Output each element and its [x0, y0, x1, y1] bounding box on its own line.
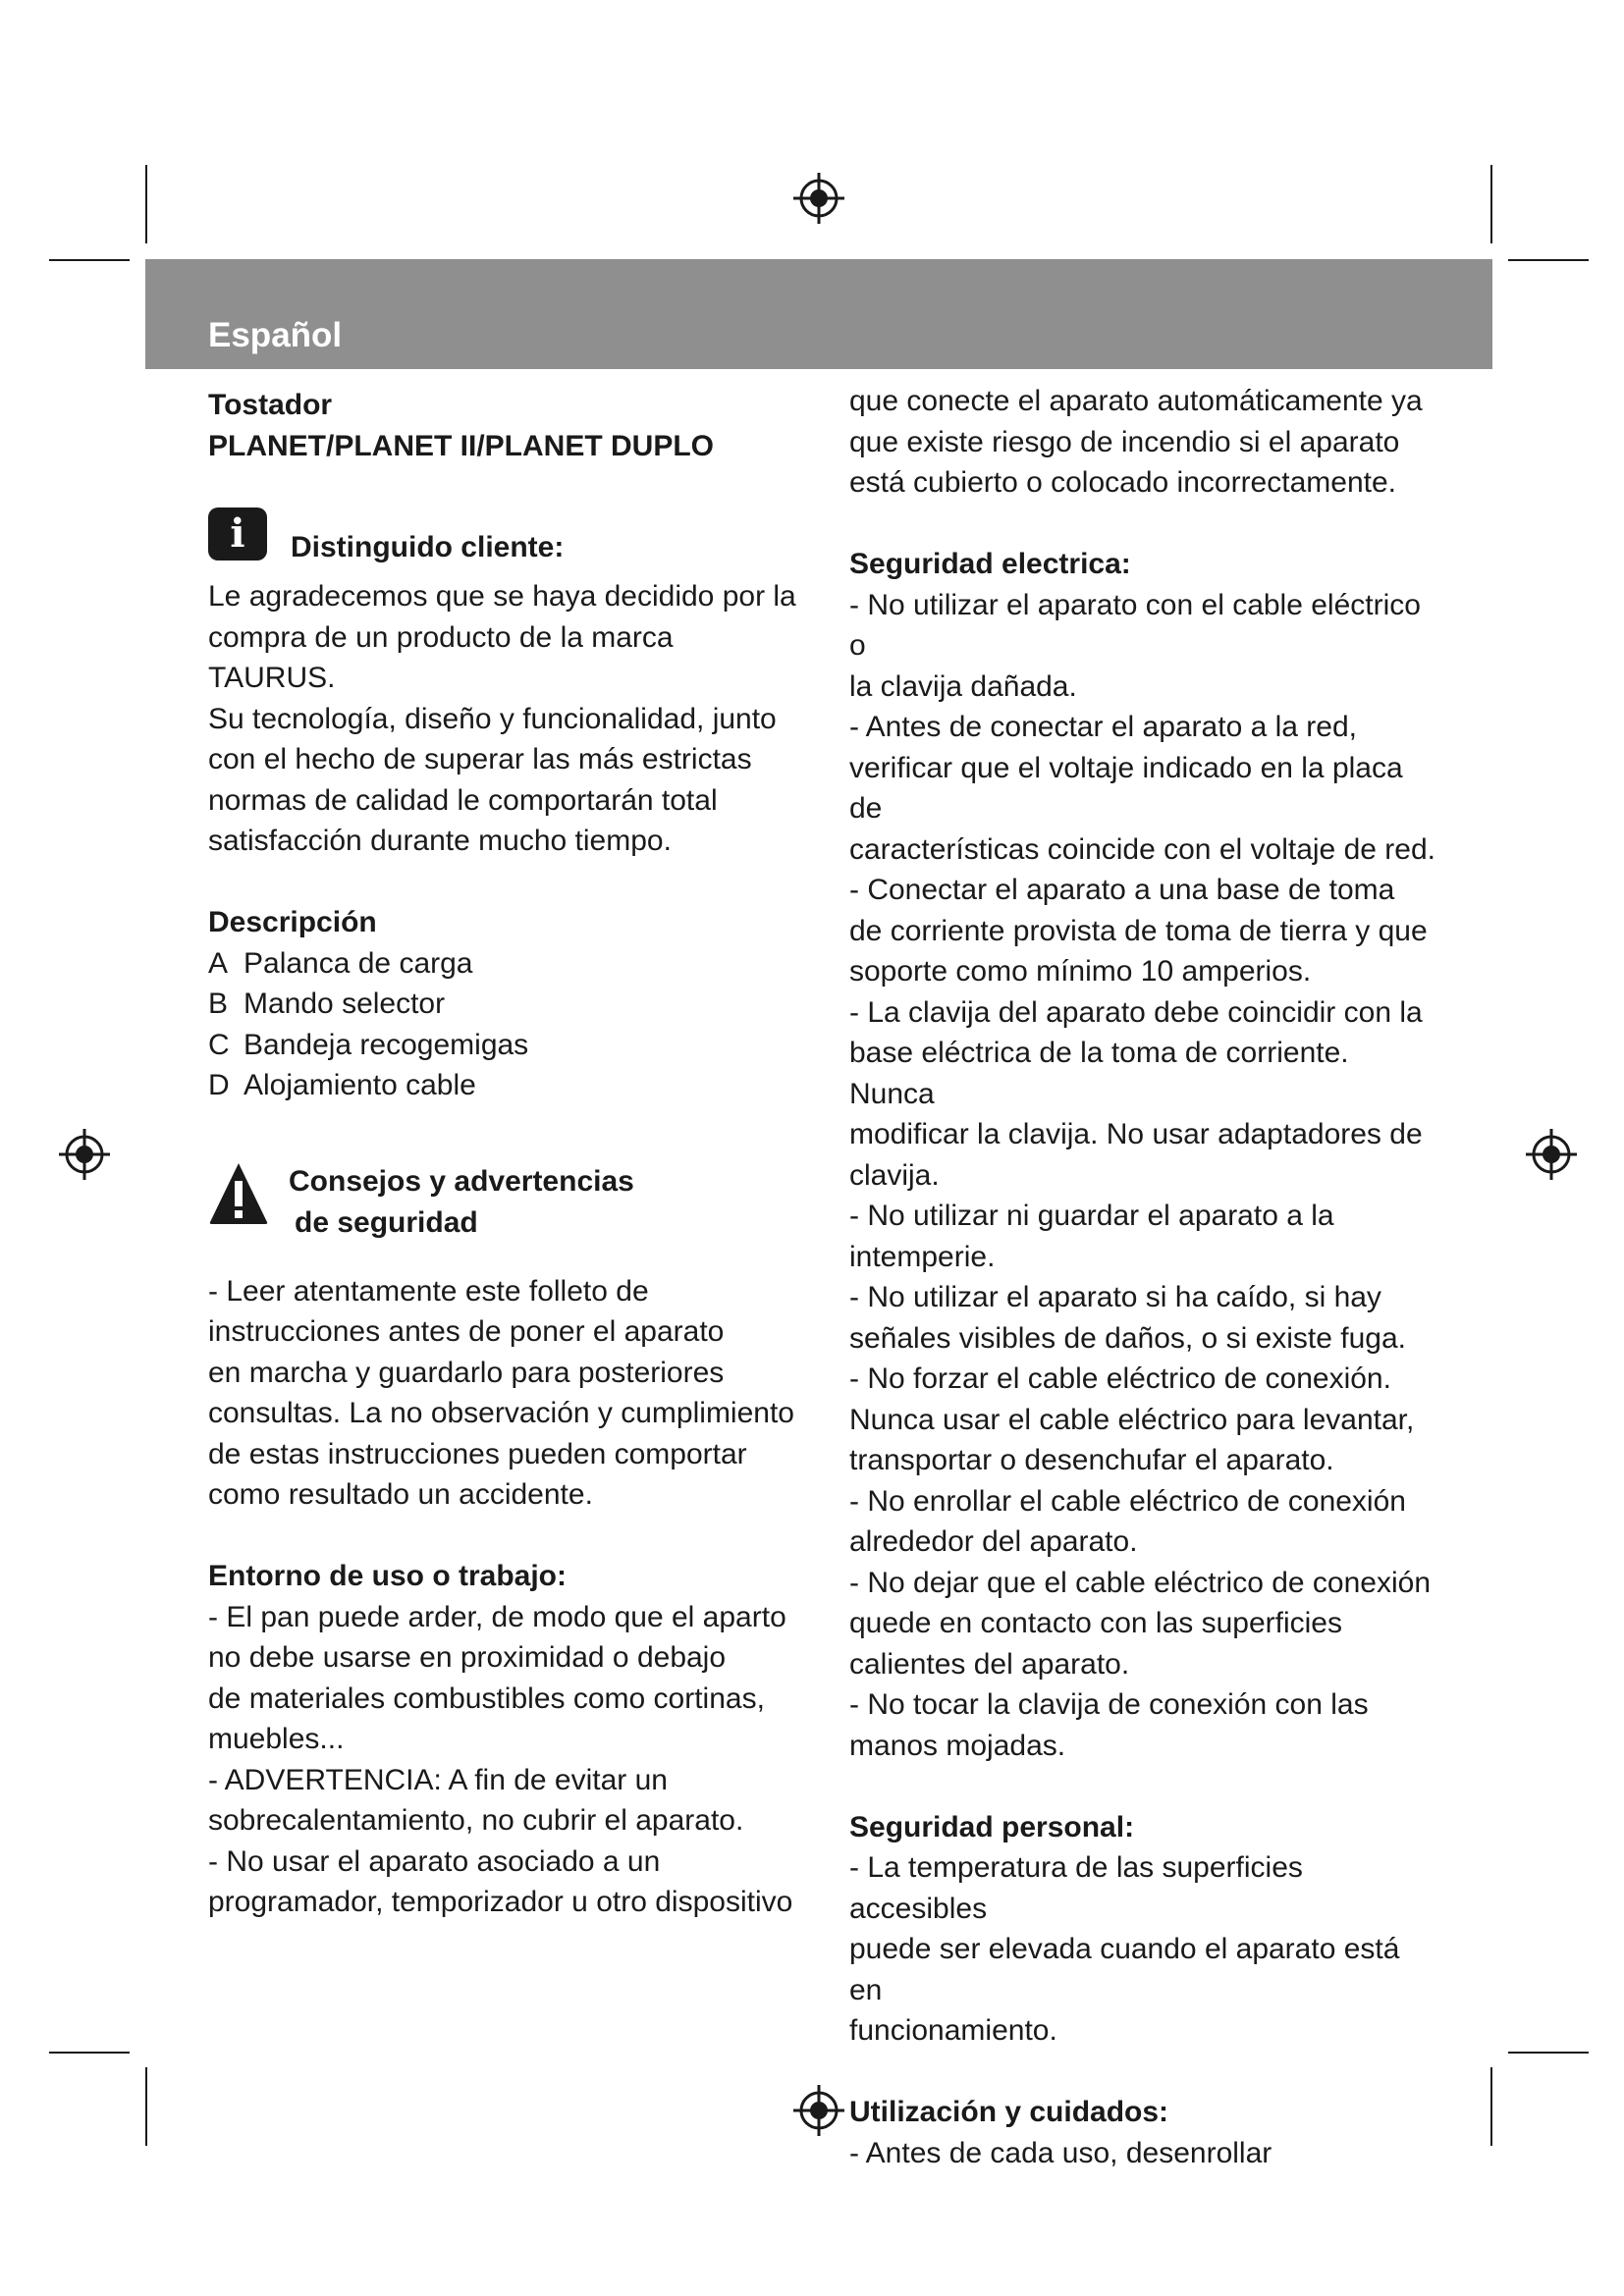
continuation-line: está cubierto o colocado incorrectamente.	[849, 466, 1396, 499]
environment-line: muebles...	[208, 1723, 345, 1755]
safety-intro-line: instrucciones antes de poner el aparato	[208, 1315, 725, 1348]
safety-intro-line: como resultado un accidente.	[208, 1478, 593, 1511]
electrical-line: - No tocar la clavija de conexión con las	[849, 1688, 1369, 1721]
registration-mark-icon	[791, 171, 846, 226]
electrical-line: base eléctrica de la toma de corriente. Nunca	[849, 1037, 1349, 1110]
right-column	[849, 381, 1438, 2173]
personal-line: - La temperatura de las superficies accesibles	[849, 1851, 1303, 1925]
greeting-line: normas de calidad le comportarán total	[208, 783, 718, 817]
crop-mark	[1508, 2052, 1589, 2054]
language-title: Español	[208, 316, 343, 354]
description-title: Descripción	[208, 906, 377, 938]
greeting-line: compra de un producto de la marca TAURUS.	[208, 620, 674, 694]
electrical-line: manos mojadas.	[849, 1729, 1066, 1762]
crop-mark	[1490, 165, 1492, 243]
safety-title-line: de seguridad	[295, 1205, 478, 1239]
electrical-line: intemperie.	[849, 1240, 996, 1273]
electrical-line: Nunca usar el cable eléctrico para levantar,	[849, 1403, 1415, 1436]
crop-mark	[145, 165, 147, 243]
description-item: C Bandeja recogemigas	[208, 1028, 529, 1061]
warning-triangle-icon	[208, 1161, 269, 1226]
personal-title: Seguridad personal:	[849, 1810, 1135, 1843]
info-icon: i	[208, 507, 267, 561]
registration-mark-icon	[791, 2083, 846, 2138]
environment-line: no debe usarse en proximidad o debajo	[208, 1641, 727, 1674]
safety-intro-line: en marcha y guardarlo para posteriores	[208, 1356, 725, 1389]
use-line: - Antes de cada uso, desenrollar	[849, 2136, 1272, 2169]
greeting-line: con el hecho de superar las más estrictas	[208, 743, 752, 775]
crop-mark	[145, 2067, 147, 2146]
crop-mark	[49, 2052, 130, 2054]
electrical-line: señales visibles de daños, o si existe fuga.	[849, 1321, 1406, 1355]
continuation-line: que existe riesgo de incendio si el aparato	[849, 425, 1400, 458]
crop-mark	[1490, 2067, 1492, 2146]
electrical-line: modificar la clavija. No usar adaptadores de	[849, 1118, 1423, 1150]
continuation-line: que conecte el aparato automáticamente ya	[849, 385, 1423, 417]
electrical-line: - Antes de conectar el aparato a la red,	[849, 711, 1357, 743]
electrical-line: soporte como mínimo 10 amperios.	[849, 955, 1312, 988]
product-models: PLANET/PLANET II/PLANET DUPLO	[208, 429, 715, 462]
description-item: D Alojamiento cable	[208, 1069, 476, 1101]
electrical-line: - No utilizar ni guardar el aparato a la	[849, 1200, 1334, 1232]
greeting-line: Su tecnología, diseño y funcionalidad, junto	[208, 702, 777, 735]
electrical-line: transportar o desenchufar el aparato.	[849, 1444, 1334, 1476]
language-header-band	[145, 259, 1492, 369]
safety-title-line: Consejos y advertencias	[289, 1164, 634, 1198]
electrical-line: - Conectar el aparato a una base de toma	[849, 874, 1395, 906]
environment-line: - ADVERTENCIA: A fin de evitar un	[208, 1763, 668, 1796]
environment-title: Entorno de uso o trabajo:	[208, 1560, 567, 1592]
crop-mark	[49, 259, 130, 261]
greeting-line: Le agradecemos que se haya decidido por la	[208, 580, 796, 613]
safety-intro-line: consultas. La no observación y cumplimiento	[208, 1397, 794, 1429]
safety-title	[289, 1161, 634, 1244]
environment-line: - El pan puede arder, de modo que el aparto	[208, 1600, 786, 1633]
electrical-line: características coincide con el voltaje de red.	[849, 832, 1435, 866]
electrical-line: de corriente provista de toma de tierra y que	[849, 914, 1428, 947]
electrical-line: - No utilizar el aparato si ha caído, si hay	[849, 1281, 1381, 1313]
safety-intro-line: - Leer atentamente este folleto de	[208, 1274, 649, 1308]
electrical-line: - No enrollar el cable eléctrico de conexión	[849, 1484, 1406, 1518]
greeting-line: satisfacción durante mucho tiempo.	[208, 825, 672, 857]
product-type: Tostador	[208, 389, 333, 421]
greeting-title: Distinguido cliente:	[291, 531, 565, 563]
left-column	[208, 385, 797, 1923]
greeting-heading	[208, 507, 797, 576]
electrical-line: quede en contacto con las superficies	[849, 1607, 1342, 1639]
personal-line: funcionamiento.	[849, 2014, 1057, 2047]
description-item: B Mando selector	[208, 988, 446, 1020]
environment-line: - No usar el aparato asociado a un	[208, 1844, 661, 1878]
personal-line: puede ser elevada cuando el aparato está en	[849, 1933, 1400, 2006]
electrical-line: - No utilizar el aparato con el cable eléctrico o	[849, 588, 1421, 662]
safety-heading	[208, 1161, 797, 1271]
environment-line: programador, temporizador u otro dispositivo	[208, 1886, 793, 1918]
safety-intro-line: de estas instrucciones pueden comportar	[208, 1437, 747, 1470]
electrical-line: clavija.	[849, 1158, 940, 1192]
environment-line: de materiales combustibles como cortinas,	[208, 1682, 765, 1715]
environment-line: sobrecalentamiento, no cubrir el aparato.	[208, 1804, 744, 1837]
registration-mark-icon	[1524, 1127, 1579, 1182]
electrical-line: - No forzar el cable eléctrico de conexión.	[849, 1362, 1391, 1395]
electrical-title: Seguridad electrica:	[849, 548, 1131, 580]
use-title: Utilización y cuidados:	[849, 2096, 1169, 2128]
electrical-line: - La clavija del aparato debe coincidir con la	[849, 995, 1423, 1029]
electrical-line: calientes del aparato.	[849, 1647, 1130, 1681]
electrical-line: verificar que el voltaje indicado en la placa de	[849, 751, 1403, 825]
registration-mark-icon	[57, 1127, 112, 1182]
electrical-line: alrededor del aparato.	[849, 1525, 1138, 1558]
crop-mark	[1508, 259, 1589, 261]
electrical-line: la clavija dañada.	[849, 669, 1077, 703]
electrical-line: - No dejar que el cable eléctrico de conexión	[849, 1566, 1432, 1599]
description-item: A Palanca de carga	[208, 946, 473, 980]
